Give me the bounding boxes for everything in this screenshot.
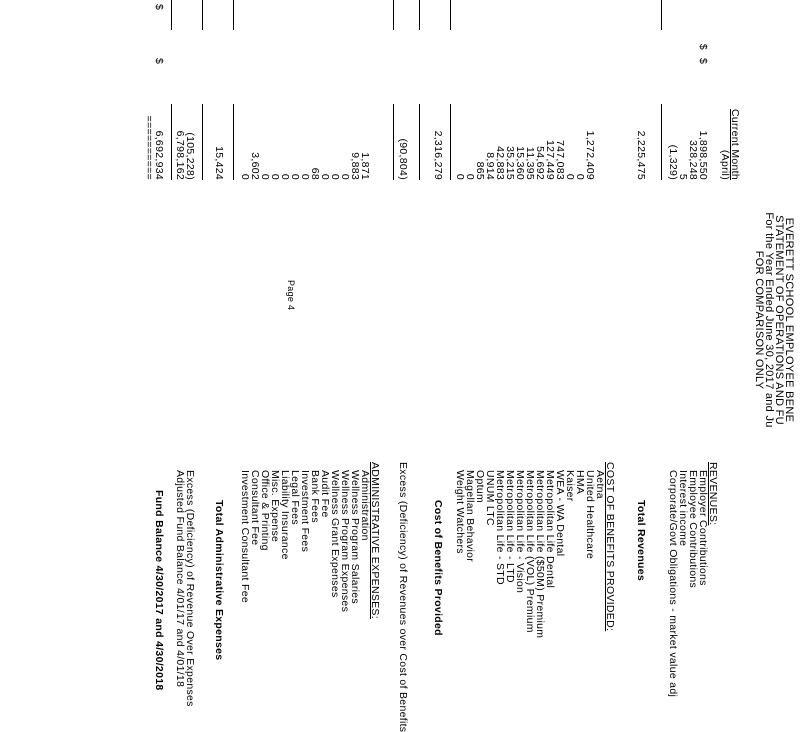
cost-value: 865 xyxy=(474,161,486,180)
admin-value: 68 xyxy=(309,167,321,180)
cost-label: WEA - WA Dental xyxy=(554,470,566,557)
next-column-rule xyxy=(393,0,394,30)
report-title-line-3: For the Year Ended June 30, 2017 and Ju xyxy=(763,212,775,428)
costs-heading: COST OF BENEFITS PROVIDED: xyxy=(604,462,616,632)
next-column-rule xyxy=(661,0,662,30)
cost-label: Metropolitan Life Dental xyxy=(544,470,556,589)
cost-value: 35,215 xyxy=(504,146,516,180)
cost-value: 8,914 xyxy=(484,152,496,180)
admin-label: Investment Consultant Fee xyxy=(239,470,251,603)
cost-of-benefits-total-value: 2,316,279 xyxy=(432,130,444,180)
admin-label: Legal Fees xyxy=(289,470,301,525)
admin-label: Misc. Expense xyxy=(269,470,281,543)
cost-label: Kaiser xyxy=(564,470,576,502)
double-underline: ========== xyxy=(143,115,155,180)
cost-value: 11,395 xyxy=(524,146,536,180)
revenue-value: 1,898,550 xyxy=(697,130,709,180)
admin-value: 0 xyxy=(329,173,341,180)
revenue-label: Employee Contributions xyxy=(687,470,699,589)
admin-label: Wellness Program Expenses xyxy=(339,470,351,613)
excess-over-expenses-value: (105,228) xyxy=(184,132,196,180)
revenue-value: 5 xyxy=(677,173,689,180)
admin-value: 0 xyxy=(259,173,271,180)
excess-over-benefits-value: (90,804) xyxy=(397,138,409,180)
admin-label: Investment Fees xyxy=(299,470,311,553)
fund-balance-label: Fund Balance 4/30/2017 and 4/30/2018 xyxy=(153,490,165,691)
subtotal-rule xyxy=(450,104,451,180)
cost-of-benefits-total-label: Cost of Benefits Provided xyxy=(432,500,444,636)
admin-label: Bank Fees xyxy=(309,470,321,523)
next-column-rule xyxy=(202,0,203,30)
next-column-rule xyxy=(233,0,234,30)
cost-value: 0 xyxy=(564,173,576,180)
total-revenues-label: Total Revenues xyxy=(635,500,647,582)
admin-label: Wellness Program Salaries xyxy=(349,470,361,604)
dollar-sign: $ xyxy=(153,58,165,65)
subtotal-rule xyxy=(171,104,172,180)
cost-value: 54,692 xyxy=(534,146,546,180)
subtotal-rule xyxy=(661,104,662,180)
dollar-sign: $ xyxy=(697,58,709,65)
fund-balance-value: 6,692,934 xyxy=(153,130,165,180)
excess-over-benefits-label: Excess (Deficiency) of Revenues over Cost of Benefits xyxy=(397,462,409,732)
cost-value: 1,272,409 xyxy=(584,130,596,180)
admin-value: 0 xyxy=(339,173,351,180)
admin-value: 0 xyxy=(319,173,331,180)
total-admin-label: Total Administrative Expenses xyxy=(213,500,225,661)
cost-value: 747,083 xyxy=(554,139,566,180)
cost-value: 0 xyxy=(574,173,586,180)
column-header-title: Current Month xyxy=(729,108,741,180)
cost-label: UNUM LTC xyxy=(484,470,496,526)
cost-value: 0 xyxy=(464,173,476,180)
next-column-dollar-sign: $ xyxy=(153,4,165,11)
admin-label: Wellness Grant Expenses xyxy=(329,470,341,598)
revenues-heading: REVENUES: xyxy=(707,462,719,526)
cost-label: United Healthcare xyxy=(584,470,596,560)
revenue-label: Employer Contributions xyxy=(697,470,709,586)
cost-label: Metropolitan Life (VOL) Premium xyxy=(524,470,536,633)
admin-value: 3,602 xyxy=(249,152,261,180)
adjusted-fund-balance-label: Adjusted Fund Balance 4/01/17 and 4/01/18 xyxy=(174,470,186,688)
subtotal-rule xyxy=(393,104,394,180)
admin-value: 0 xyxy=(299,173,311,180)
next-column-rule xyxy=(450,0,451,30)
column-header-subtitle: (April) xyxy=(719,149,731,180)
cost-label: Metropolitan Life - Vision xyxy=(514,470,526,594)
subtotal-rule xyxy=(419,104,420,180)
cost-value: 42,883 xyxy=(494,146,506,180)
subtotal-rule xyxy=(233,104,234,180)
cost-label: Metropolitan Life - STD xyxy=(494,470,506,585)
admin-value: 9,883 xyxy=(349,152,361,180)
revenue-value: (1,329) xyxy=(667,144,679,180)
excess-over-expenses-label: Excess (Deficiency) of Revenue Over Expenses xyxy=(184,470,196,707)
admin-label: Office & Printing xyxy=(259,470,271,551)
cost-value: 127,449 xyxy=(544,139,556,180)
admin-value: 1,871 xyxy=(359,152,371,180)
next-column-rule xyxy=(419,0,420,30)
cost-label: Weight Watchers xyxy=(454,470,466,554)
report-title-line-1: EVERETT SCHOOL EMPLOYEE BENE xyxy=(783,217,795,423)
admin-value: 0 xyxy=(279,173,291,180)
cost-label: Metropolitan Life - LTD xyxy=(504,470,516,583)
total-admin-value: 15,424 xyxy=(213,146,225,180)
adjusted-fund-balance-value: 6,798,162 xyxy=(174,130,186,180)
admin-value: 0 xyxy=(289,173,301,180)
subtotal-rule xyxy=(202,104,203,180)
revenue-label: Interest income xyxy=(677,470,689,547)
cost-value: 15,360 xyxy=(514,146,526,180)
report-title-line-4: FOR COMPARISON ONLY xyxy=(753,250,765,390)
admin-value: 0 xyxy=(239,173,251,180)
revenue-value: 328,248 xyxy=(687,139,699,180)
cost-label: HMA xyxy=(574,470,586,495)
next-column-rule xyxy=(171,0,172,30)
next-column-dollar-sign: $ xyxy=(697,43,709,50)
cost-label: Aetna xyxy=(594,470,606,499)
total-revenues-value: 2,225,475 xyxy=(635,130,647,180)
cost-label: Optum xyxy=(474,470,486,504)
cost-value: 0 xyxy=(454,173,466,180)
admin-label: Liability Insurance xyxy=(279,470,291,560)
revenue-label: Corporate/Govt Obligations - market value adj xyxy=(667,470,679,698)
page-number: Page 4 xyxy=(286,280,296,311)
admin-label: Administration xyxy=(359,470,371,541)
report-title-line-2: STATEMENT OF OPERATIONS AND FU xyxy=(773,215,785,425)
admin-value: 0 xyxy=(269,173,281,180)
admin-label: Consultant Fee xyxy=(249,470,261,546)
admin-label: Audit Fee xyxy=(319,470,331,518)
admin-heading: ADMINISTRATIVE EXPENSES: xyxy=(369,462,381,619)
cost-label: Magellan Behavior xyxy=(464,470,476,563)
cost-label: Metropolitan Life ($50M) Premium xyxy=(534,470,546,639)
